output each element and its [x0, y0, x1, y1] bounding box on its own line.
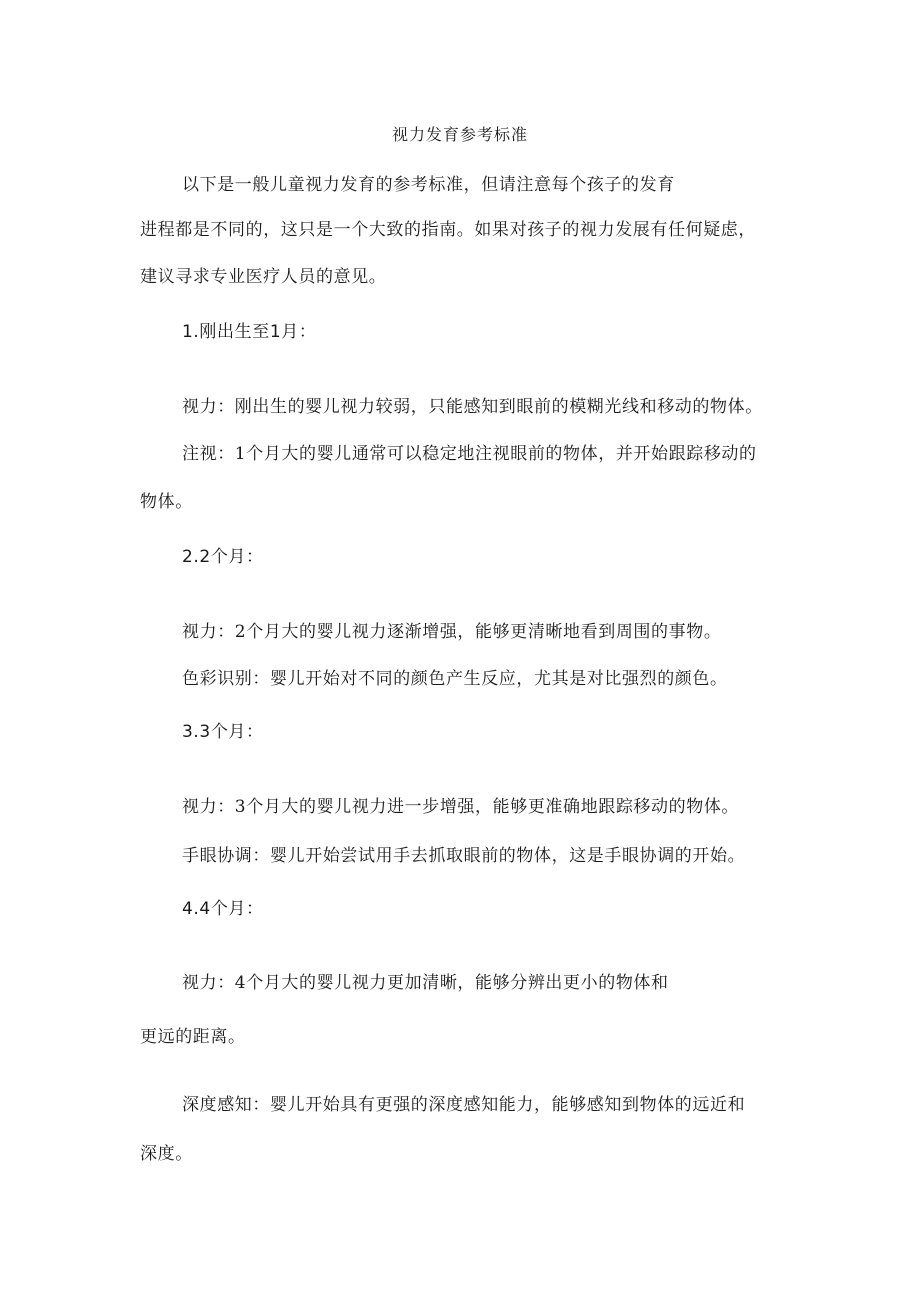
intro-line-2: 进程都是不同的，这只是一个大致的指南。如果对孩子的视力发展有任何疑虑， [140, 220, 756, 240]
section-3-item-1: 视力：3个月大的婴儿视力进一步增强，能够更准确地跟踪移动的物体。 [182, 797, 740, 817]
section-2-heading: 2.2个月： [182, 547, 264, 567]
section-4-item-2-line-1: 深度感知：婴儿开始具有更强的深度感知能力，能够感知到物体的远近和 [182, 1095, 746, 1115]
intro-line-3: 建议寻求专业医疗人员的意见。 [140, 267, 387, 287]
section-2-item-1: 视力：2个月大的婴儿视力逐渐增强，能够更清晰地看到周围的事物。 [182, 622, 722, 642]
section-1-item-1: 视力：刚出生的婴儿视力较弱，只能感知到眼前的模糊光线和移动的物体。 [182, 397, 763, 417]
section-3-heading: 3.3个月： [182, 722, 264, 742]
section-2-item-2: 色彩识别：婴儿开始对不同的颜色产生反应，尤其是对比强烈的颜色。 [182, 669, 728, 689]
section-1-item-2-line-2: 物体。 [140, 492, 193, 512]
intro-line-1: 以下是一般儿童视力发育的参考标准，但请注意每个孩子的发育 [182, 175, 675, 195]
section-4-item-1-line-2: 更远的距离。 [140, 1027, 246, 1047]
section-4-heading: 4.4个月： [182, 899, 264, 919]
section-1-heading: 1.刚出生至1月： [182, 322, 317, 342]
section-4-item-1-line-1: 视力：4个月大的婴儿视力更加清晰，能够分辨出更小的物体和 [182, 973, 669, 993]
section-4-item-2-line-2: 深度。 [140, 1144, 193, 1164]
page-title: 视力发育参考标准 [391, 125, 528, 144]
section-3-item-2: 手眼协调：婴儿开始尝试用手去抓取眼前的物体，这是手眼协调的开始。 [182, 846, 746, 866]
section-1-item-2-line-1: 注视：1个月大的婴儿通常可以稳定地注视眼前的物体，并开始跟踪移动的 [182, 444, 757, 464]
